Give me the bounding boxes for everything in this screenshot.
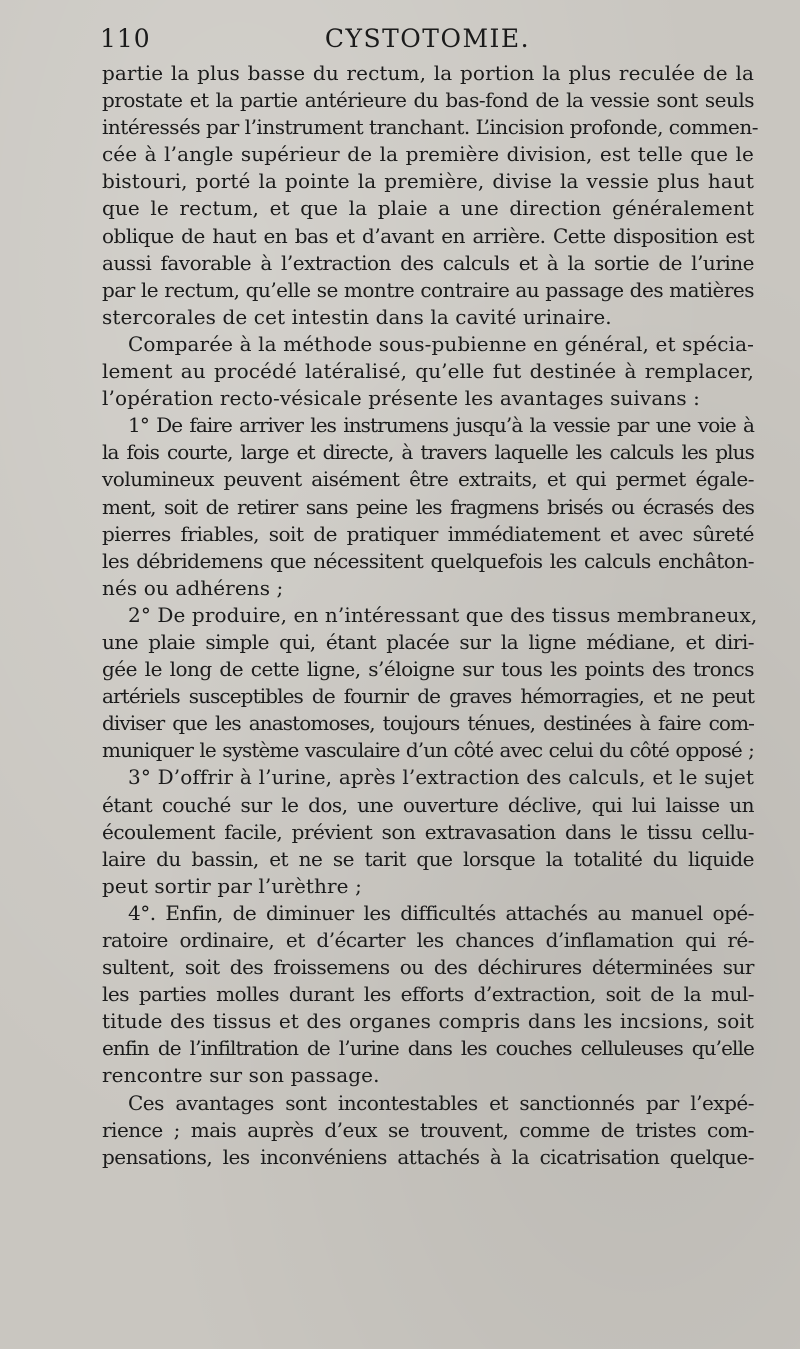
body-text (102, 60, 758, 1171)
text-line: muniquer le système vasculaire d’un côté avec celui du côté opposé ; (102, 738, 754, 763)
text-line: intéressés par l’instrument tranchant. L’incision profonde, commen- (102, 115, 758, 140)
text-line: Comparée à la méthode sous-pubienne en général, et spécia- (128, 331, 754, 356)
text-line: bistouri, porté la pointe la première, divise la vessie plus haut (102, 169, 754, 194)
text-line: ratoire ordinaire, et d’écarter les chances d’inflamation qui ré- (102, 928, 754, 952)
text-line: artériels susceptibles de fournir de graves hémorragies, et ne peut (102, 684, 754, 709)
text-line: rencontre sur son passage. (102, 1063, 380, 1088)
text-line: gée le long de cette ligne, s’éloigne sur tous les points des troncs (102, 657, 754, 682)
text-line: prostate et la partie antérieure du bas-fond de la vessie sont seuls (102, 88, 754, 113)
text-line: 2° De produire, en n’intéressant que des tissus membraneux, (128, 602, 758, 627)
text-line: rience ; mais auprès d’eux se trouvent, comme de tristes com- (102, 1117, 754, 1142)
text-line: par le rectum, qu’elle se montre contraire au passage des matières (102, 277, 754, 302)
text-line: oblique de haut en bas et d’avant en arrière. Cette disposition est (102, 223, 754, 248)
text-line: volumineux peuvent aisément être extraits, et qui permet égale- (102, 467, 754, 492)
text-line: une plaie simple qui, étant placée sur la ligne médiane, et diri- (102, 629, 754, 654)
text-line: lement au procédé latéralisé, qu’elle fut destinée à remplacer, (102, 359, 754, 384)
text-line: sultent, soit des froissemens ou des déchirures déterminées sur (102, 955, 754, 980)
running-title: CYSTOTOMIE. (324, 24, 531, 53)
text-line: 1° De faire arriver les instrumens jusqu’à la vessie par une voie à (128, 413, 754, 438)
text-line: pierres friables, soit de pratiquer immédiatement et avec sûreté (102, 521, 754, 546)
text-line: les débridemens que nécessitent quelquefois les calculs enchâton- (102, 548, 754, 573)
text-line: partie la plus basse du rectum, la portion la plus reculée de la (102, 61, 754, 85)
text-line: peut sortir par l’urèthre ; (102, 873, 362, 898)
text-line: pensations, les inconvéniens attachés à la cicatrisation quelque- (102, 1144, 754, 1169)
text-line: écoulement facile, prévient son extravasation dans le tissu cellu- (102, 819, 754, 844)
text-line: enfin de l’infiltration de l’urine dans les couches celluleuses qu’elle (102, 1036, 754, 1061)
text-line: nés ou adhérens ; (102, 575, 284, 600)
page-number: 110 (100, 24, 151, 53)
text-line: les parties molles durant les efforts d’extraction, soit de la mul- (102, 982, 754, 1007)
text-line: titude des tissus et des organes compris dans les incsions, soit (102, 1009, 754, 1034)
text-line: aussi favorable à l’extraction des calculs et à la sortie de l’urine (102, 250, 754, 275)
text-line: stercorales de cet intestin dans la cavité urinaire. (102, 304, 612, 329)
text-line: la fois courte, large et directe, à travers laquelle les calculs les plus (102, 440, 754, 465)
text-line: 3° D’offrir à l’urine, après l’extraction des calculs, et le sujet (128, 765, 754, 790)
text-line: ment, soit de retirer sans peine les fragmens brisés ou écrasés des (102, 494, 754, 519)
text-line: l’opération recto-vésicale présente les avantages suivans : (102, 386, 700, 411)
page-header (100, 24, 755, 58)
text-line: 4°. Enfin, de diminuer les difficultés attachés au manuel opé- (128, 900, 754, 925)
text-line: cée à l’angle supérieur de la première division, est telle que le (102, 142, 754, 167)
text-line: étant couché sur le dos, une ouverture déclive, qui lui laisse un (102, 792, 754, 817)
text-line: laire du bassin, et ne se tarit que lorsque la totalité du liquide (102, 846, 754, 871)
text-line: que le rectum, et que la plaie a une direction généralement (102, 196, 754, 221)
text-line: Ces avantages sont incontestables et sanctionnés par l’expé- (128, 1090, 754, 1115)
text-line: diviser que les anastomoses, toujours ténues, destinées à faire com- (102, 711, 754, 736)
